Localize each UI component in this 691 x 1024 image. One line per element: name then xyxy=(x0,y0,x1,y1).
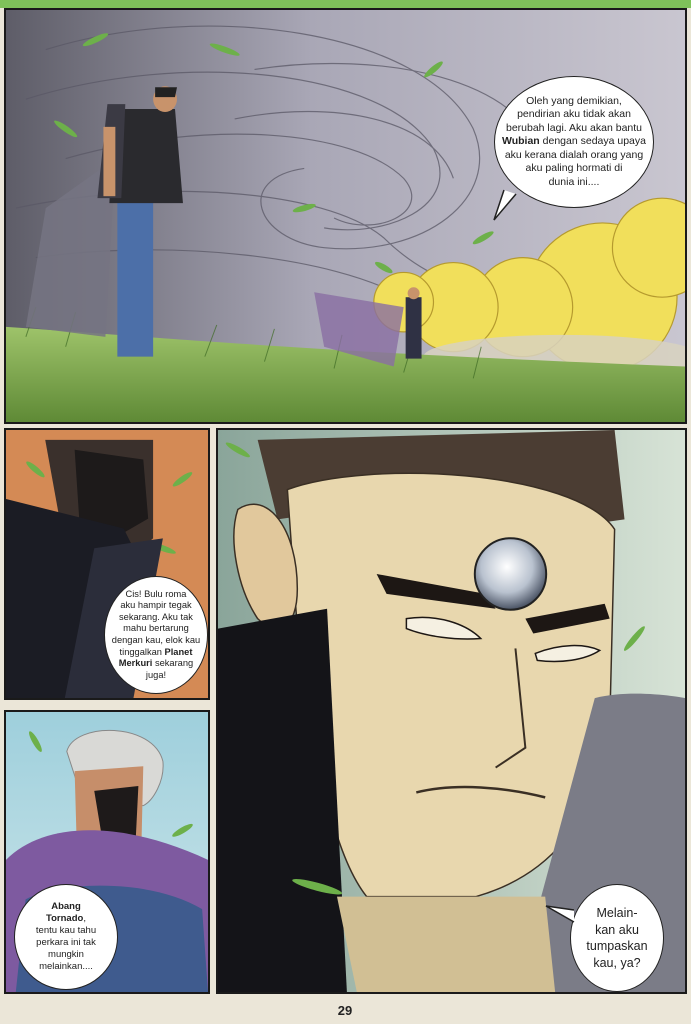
panel-white-haired-man xyxy=(4,710,210,994)
forehead-gem xyxy=(475,538,546,609)
bubble-line: mungkin xyxy=(48,949,84,961)
bubble-line: sekarang. Aku tak xyxy=(119,611,193,622)
panel-tornado-scene xyxy=(4,8,687,424)
bubble-tornado: Tornado xyxy=(46,912,84,924)
speech-bubble-right xyxy=(570,884,664,992)
bubble-name-wubian: Wubian xyxy=(502,135,540,148)
bubble-merkuri: Merkuri xyxy=(118,658,153,669)
bubble-line: tumpaskan xyxy=(586,939,648,953)
bubble-line: perkara ini tak xyxy=(36,937,96,948)
bubble-line: dengan sedaya upaya xyxy=(539,135,646,148)
speech-bubble-middle-left xyxy=(104,576,208,694)
bubble-line: aku paling hormati di xyxy=(525,162,623,175)
bubble-line: Melain- xyxy=(596,906,638,920)
bubble-line: berubah lagi. Aku akan bantu xyxy=(505,121,643,134)
bubble-line: Oleh yang demikian, xyxy=(526,94,622,107)
bubble-line: tinggalkan xyxy=(119,646,165,657)
bubble-line: mahu bertarung xyxy=(123,623,189,634)
panel-closeup-face xyxy=(216,428,687,994)
bubble-line: dengan kau, elok kau xyxy=(111,635,201,645)
speech-bubble-tail xyxy=(492,188,522,222)
tornado-scene-art xyxy=(6,10,685,422)
bubble-line: juga! xyxy=(145,669,167,680)
page-number: 29 xyxy=(337,1003,353,1018)
bubble-line: pendirian aku tidak akan xyxy=(517,108,631,121)
top-color-strip xyxy=(0,0,691,8)
bubble-line: aku kerana dialah orang yang xyxy=(504,148,644,161)
bubble-line: kau, ya? xyxy=(593,955,641,970)
bubble-planet: Planet xyxy=(164,646,193,657)
bubble-line: sekarang xyxy=(152,658,194,669)
bubble-line: dunia ini.... xyxy=(548,175,600,188)
bubble-line: Cis! Bulu roma xyxy=(125,588,187,599)
speech-bubble-tail xyxy=(544,904,576,926)
bubble-abang: Abang xyxy=(51,900,81,912)
speech-bubble-bottom-left xyxy=(14,884,118,990)
bubble-line: tentu kau tahu xyxy=(35,924,97,936)
bubble-line: melainkan.... xyxy=(39,961,93,973)
bubble-line: kan aku xyxy=(595,922,639,937)
panel-man-profile-orange xyxy=(4,428,210,700)
bubble-line: , xyxy=(83,912,86,924)
bubble-line: aku hampir tegak xyxy=(120,600,192,611)
